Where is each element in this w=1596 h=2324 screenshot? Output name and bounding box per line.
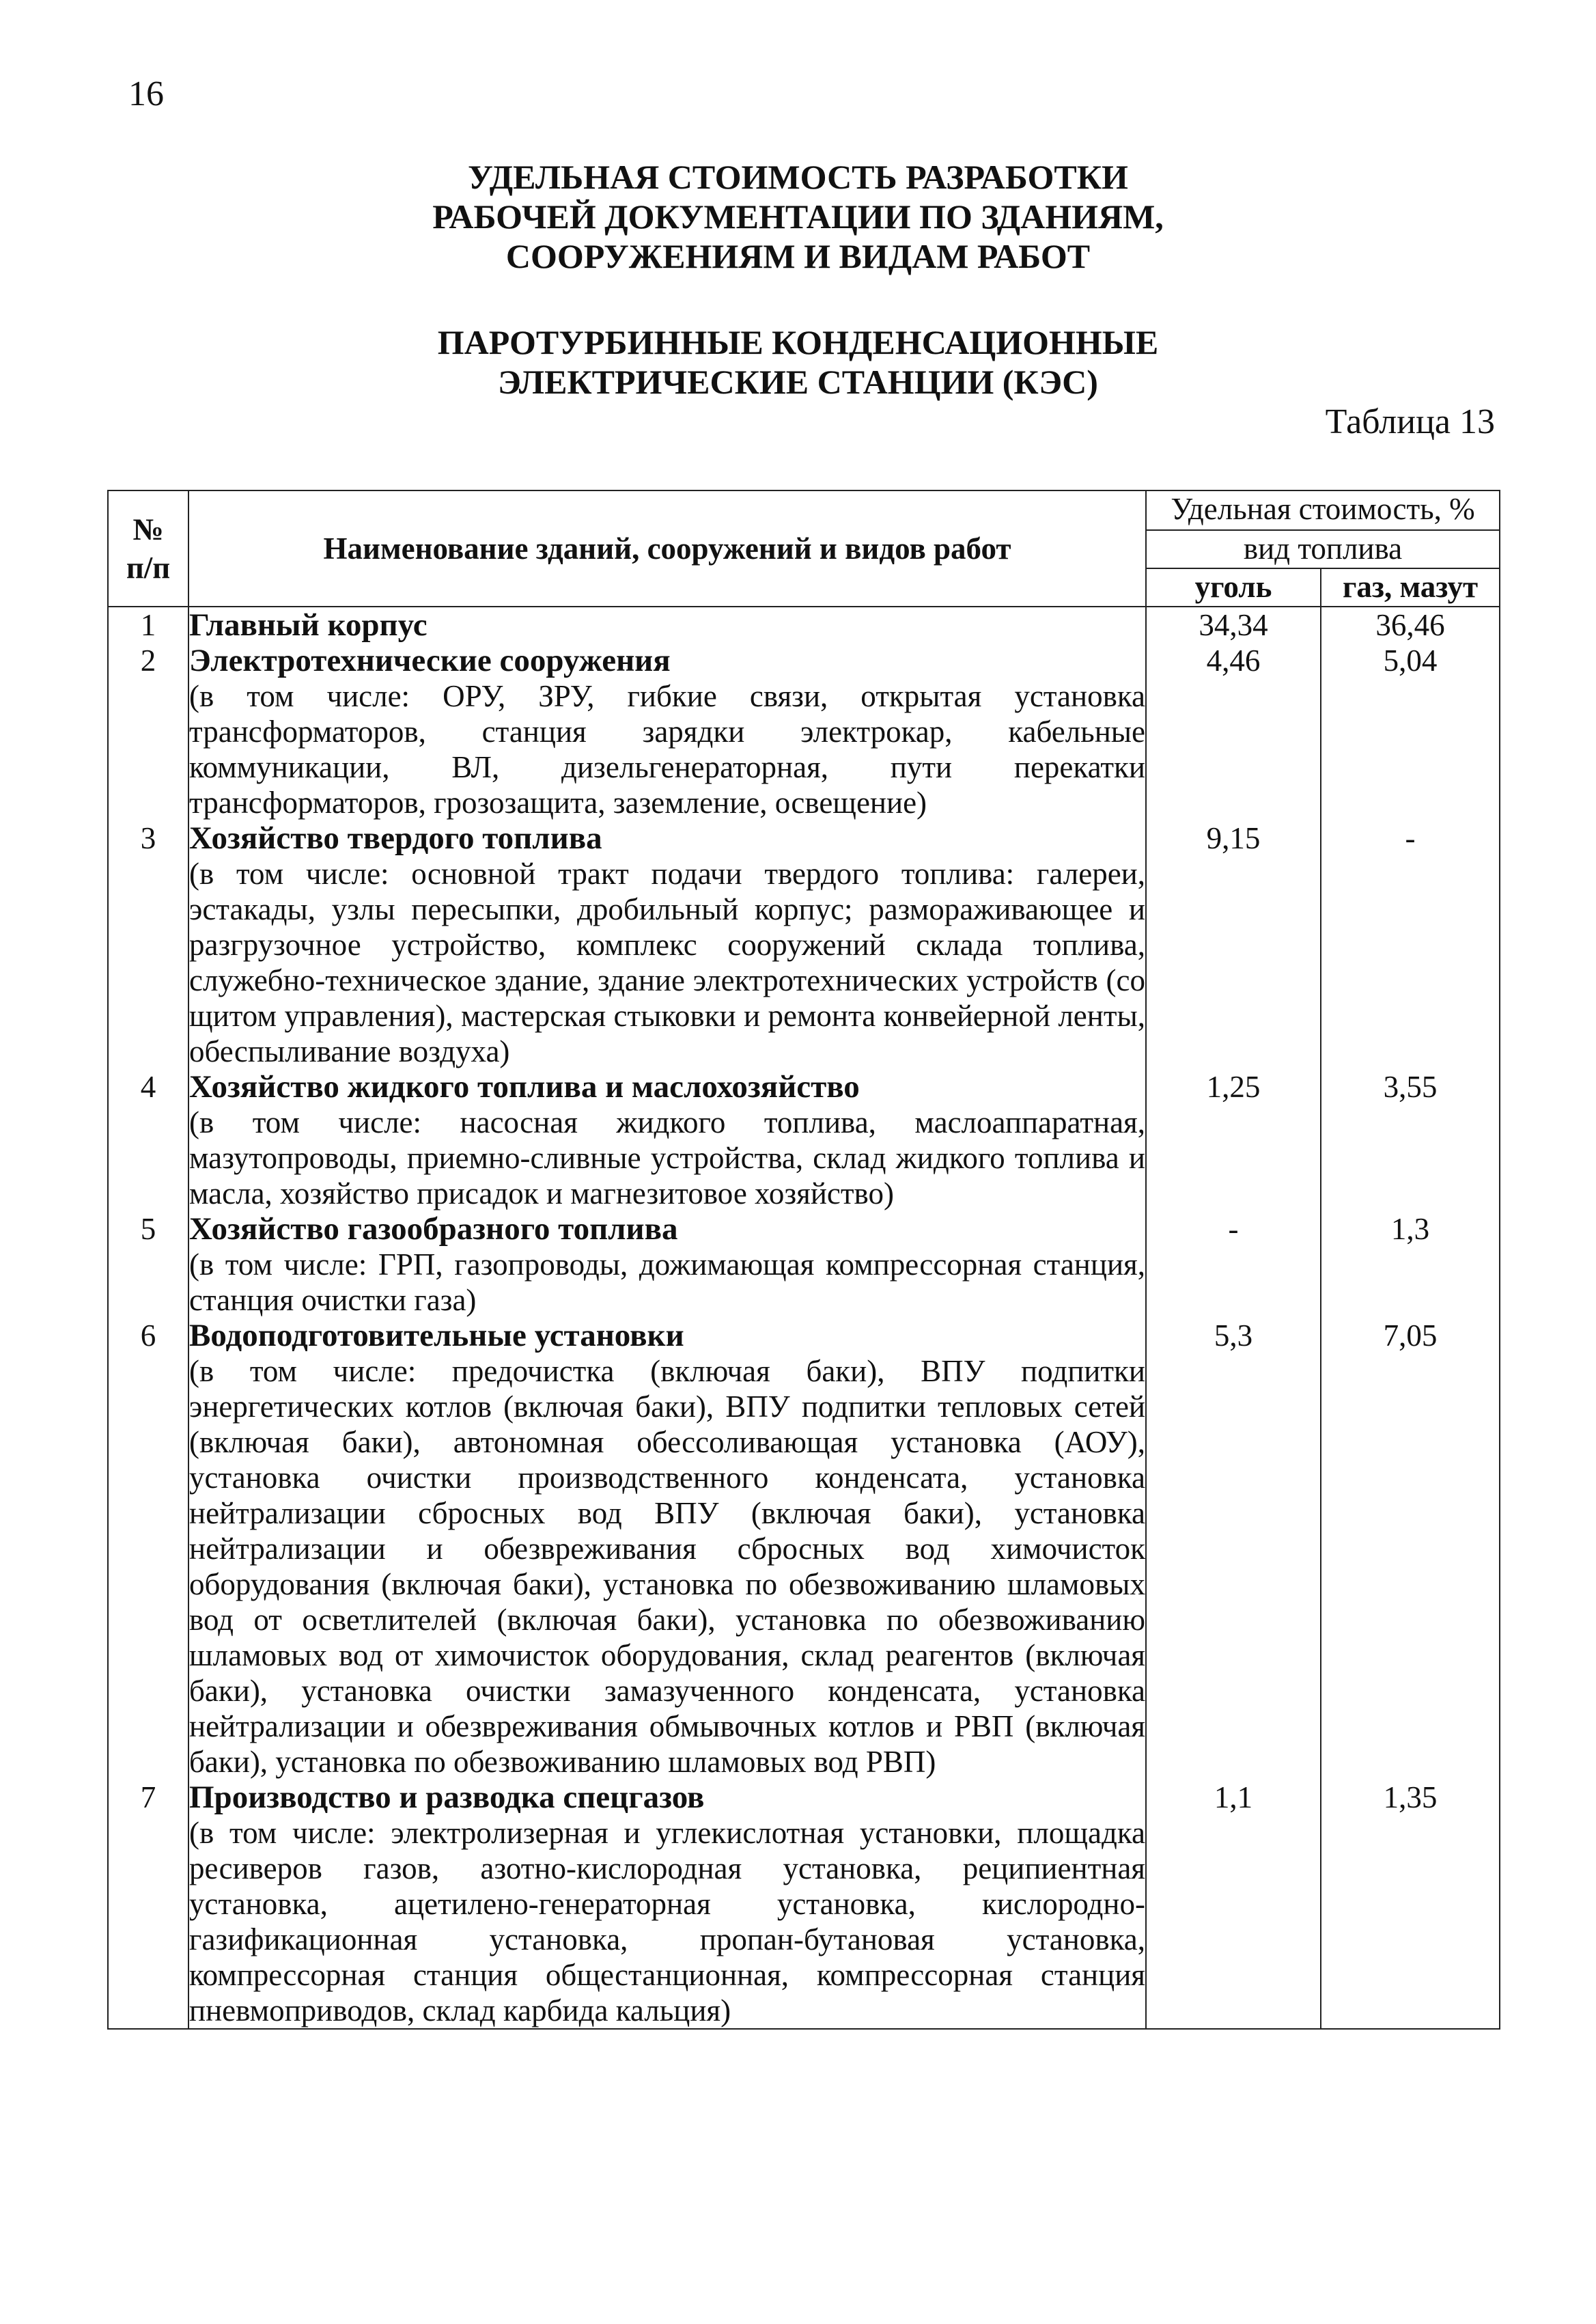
row-description: (в том числе: насосная жидкого топлива, маслоаппаратная, мазутопроводы, приемно-сливные устройства, склад жидкого топлива и масла, хозяйство присадок и магнезитовое хозяйство) xyxy=(189,1105,1145,1211)
document-subtitle xyxy=(0,322,1596,402)
table-row xyxy=(108,643,1500,820)
row-number: 1 xyxy=(108,607,188,643)
row-title: Электротехнические сооружения xyxy=(189,643,671,678)
header-number-pp: п/п xyxy=(126,551,171,585)
table-label: Таблица 13 xyxy=(1325,402,1495,441)
row-description: (в том числе: электролизерная и углекислотная установки, площадка ресиверов газов, азотно-кислородная установка, реципиентная установка, ацетилено-генераторная установка, кислородно-газификационная установка, пропан-бутановая установка, компрессорная станция общестанционная, компрессорная станция пневмоприводов, склад карбида кальция) xyxy=(189,1816,1145,2028)
row-title: Хозяйство твердого топлива xyxy=(189,820,602,856)
row-number: 4 xyxy=(108,1069,188,1211)
header-name: Наименование зданий, сооружений и видов работ xyxy=(188,490,1146,607)
row-number: 7 xyxy=(108,1780,188,2029)
row-gas-value: 1,3 xyxy=(1321,1211,1500,1318)
subtitle-line: ПАРОТУРБИННЫЕ КОНДЕНСАЦИОННЫЕ xyxy=(437,323,1159,361)
title-line: РАБОЧЕЙ ДОКУМЕНТАЦИИ ПО ЗДАНИЯМ, xyxy=(432,197,1164,236)
row-gas-value: 36,46 xyxy=(1321,607,1500,643)
table-row xyxy=(108,1318,1500,1780)
row-coal-value: 5,3 xyxy=(1146,1318,1321,1780)
row-name xyxy=(188,1069,1146,1211)
row-number: 2 xyxy=(108,643,188,820)
row-gas-value: 3,55 xyxy=(1321,1069,1500,1211)
row-description: (в том числе: предочистка (включая баки), ВПУ подпитки энергетических котлов (включая баки), ВПУ подпитки тепловых сетей (включая баки), автономная обессоливающая установка (АОУ), установка очистки производственного конденсата, установка нейтрализации сбросных вод ВПУ (включая баки), установка нейтрализации и обезвреживания сбросных вод химочисток оборудования (включая баки), установка по обезвоживанию шламовых вод от осветлителей (включая баки), установка по обезвоживанию шламовых вод от химочисток оборудования, склад реагентов (включая баки), установка очистки замазученного конденсата, установка нейтрализации и обезвреживания обмывочных котлов и РВП (включая баки), установка по обезвоживанию шламовых вод РВП) xyxy=(189,1354,1145,1779)
row-title: Главный корпус xyxy=(189,607,428,643)
header-unit-cost: Удельная стоимость, % xyxy=(1146,490,1500,530)
table-row xyxy=(108,820,1500,1069)
cost-table xyxy=(107,490,1500,2030)
row-description: (в том числе: основной тракт подачи твердого топлива: галереи, эстакады, узлы пересыпки, дробильный корпус; размораживающее и разгрузочное устройство, комплекс сооружений склада топлива, служебно-техническое здание, здание электротехнических устройств (со щитом управления), мастерская стыковки и ремонта конвейерной ленты, обеспыливание воздуха) xyxy=(189,857,1145,1068)
row-gas-value: 1,35 xyxy=(1321,1780,1500,2029)
row-number: 3 xyxy=(108,820,188,1069)
row-name xyxy=(188,607,1146,643)
row-coal-value: 1,25 xyxy=(1146,1069,1321,1211)
row-gas-value: - xyxy=(1321,820,1500,1069)
header-coal: уголь xyxy=(1146,568,1321,607)
title-line: СООРУЖЕНИЯМ И ВИДАМ РАБОТ xyxy=(505,237,1091,275)
table-row xyxy=(108,1780,1500,2029)
row-number: 6 xyxy=(108,1318,188,1780)
row-coal-value: 1,1 xyxy=(1146,1780,1321,2029)
row-coal-value: - xyxy=(1146,1211,1321,1318)
row-coal-value: 4,46 xyxy=(1146,643,1321,820)
title-line: УДЕЛЬНАЯ СТОИМОСТЬ РАЗРАБОТКИ xyxy=(468,158,1128,196)
row-name xyxy=(188,643,1146,820)
header-gas-fuel-oil: газ, мазут xyxy=(1321,568,1500,607)
table-row xyxy=(108,1069,1500,1211)
row-coal-value: 34,34 xyxy=(1146,607,1321,643)
page-number: 16 xyxy=(128,74,164,113)
row-name xyxy=(188,1780,1146,2029)
row-description: (в том числе: ГРП, газопроводы, дожимающая компрессорная станция, станция очистки газа) xyxy=(189,1247,1145,1317)
row-number: 5 xyxy=(108,1211,188,1318)
row-name xyxy=(188,820,1146,1069)
row-title: Хозяйство газообразного топлива xyxy=(189,1211,678,1247)
table-row xyxy=(108,607,1500,643)
row-title: Производство и разводка спецгазов xyxy=(189,1780,705,1815)
header-number-sign: № xyxy=(132,512,164,547)
row-description: (в том числе: ОРУ, ЗРУ, гибкие связи, открытая установка трансформаторов, станция зарядки электрокар, кабельные коммуникации, ВЛ, дизельгенераторная, пути перекатки трансформаторов, грозозащита, заземление, освещение) xyxy=(189,679,1145,820)
table-row xyxy=(108,1211,1500,1318)
row-coal-value: 9,15 xyxy=(1146,820,1321,1069)
row-gas-value: 5,04 xyxy=(1321,643,1500,820)
header-number xyxy=(108,490,188,607)
row-name xyxy=(188,1211,1146,1318)
subtitle-line: ЭЛЕКТРИЧЕСКИЕ СТАНЦИИ (КЭС) xyxy=(498,363,1098,401)
row-name xyxy=(188,1318,1146,1780)
row-title: Водоподготовительные установки xyxy=(189,1318,684,1353)
row-gas-value: 7,05 xyxy=(1321,1318,1500,1780)
document-title xyxy=(0,157,1596,276)
header-fuel-type: вид топлива xyxy=(1146,530,1500,568)
row-title: Хозяйство жидкого топлива и маслохозяйство xyxy=(189,1069,860,1105)
